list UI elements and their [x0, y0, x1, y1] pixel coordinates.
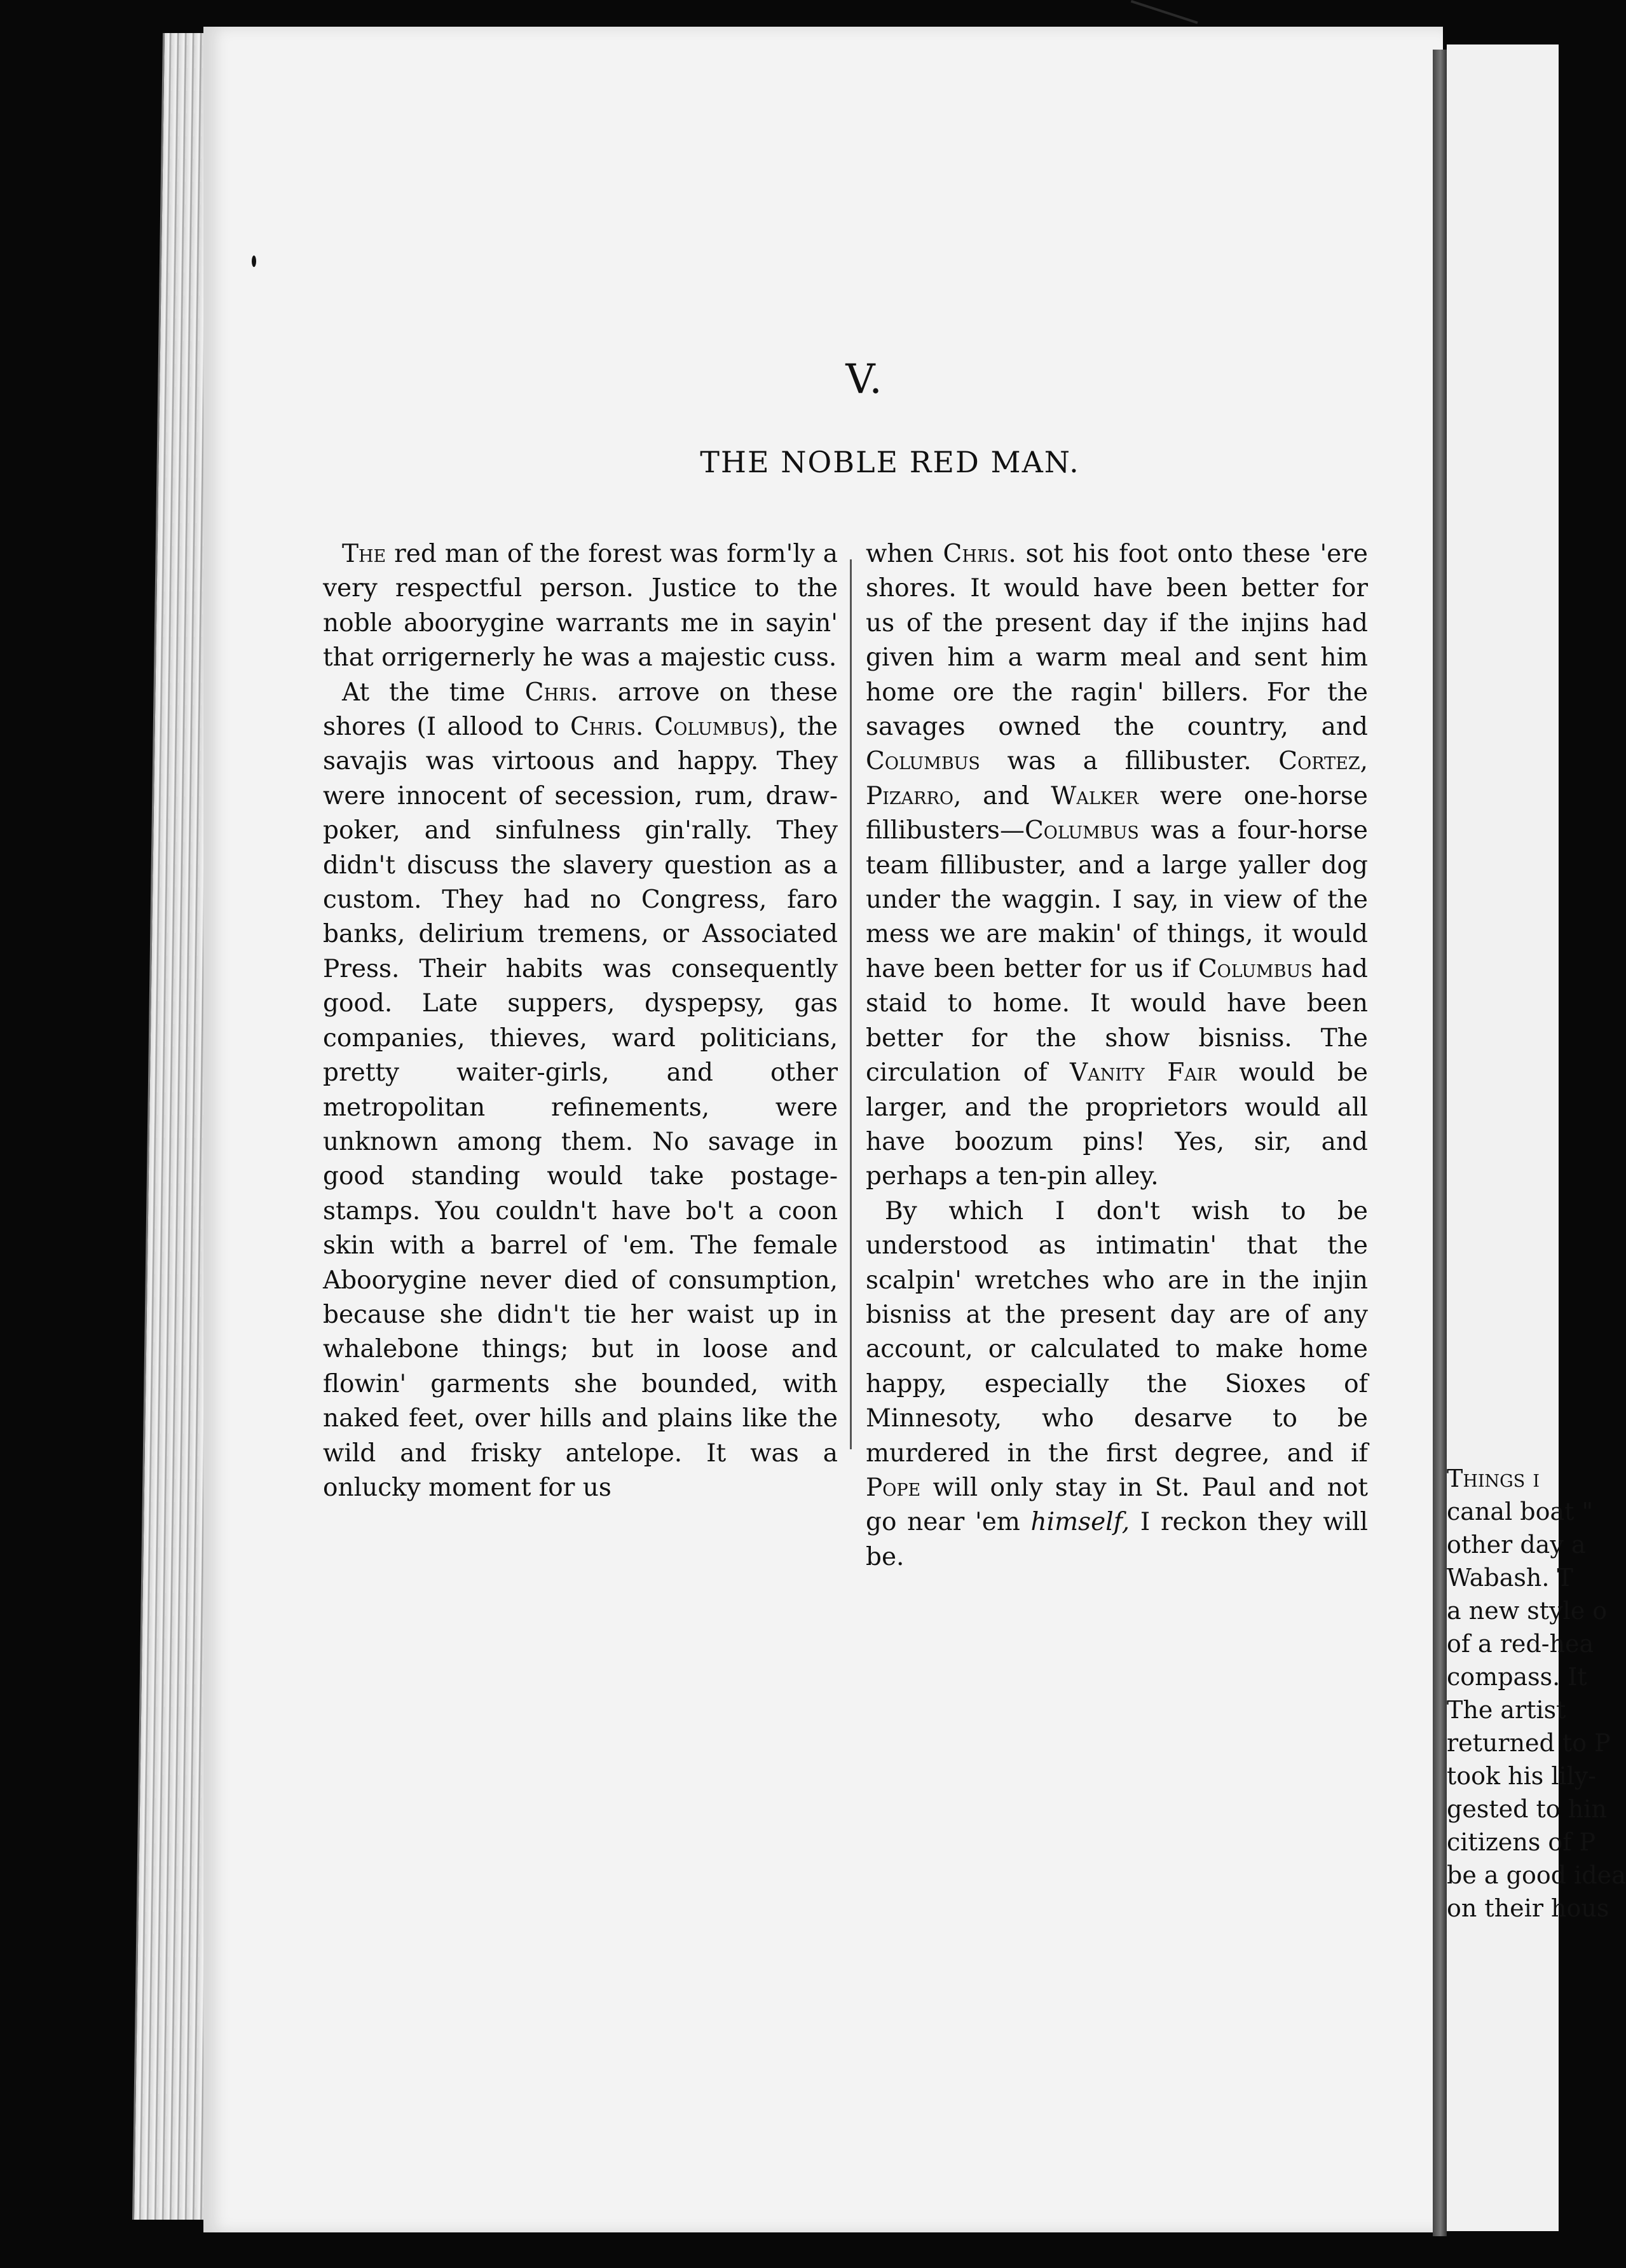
- text-run: At the time: [342, 678, 525, 707]
- text-run: were one-horse fillibusters—: [866, 781, 1368, 845]
- small-caps-text: Chris.: [943, 540, 1016, 568]
- text-run: returned to P: [1447, 1729, 1611, 1757]
- text-run: Wabash. T: [1447, 1564, 1573, 1592]
- small-caps-text: Columbus: [1024, 816, 1139, 845]
- text-run: was a fillibuster.: [980, 747, 1279, 776]
- text-run: had staid to home. It would have been better for the show bisniss. The circulation of: [866, 954, 1368, 1088]
- text-run: citizens of P: [1447, 1828, 1596, 1856]
- column-rule: [850, 559, 852, 1449]
- left-column: [323, 537, 838, 1505]
- text-run: other day a: [1447, 1531, 1586, 1559]
- scan-speck: [252, 256, 256, 267]
- small-caps-text: Things i: [1447, 1465, 1540, 1493]
- paragraph: [1447, 1561, 1612, 1594]
- paragraph: [1447, 1660, 1612, 1693]
- text-run: will only stay in St. Paul and not go near 'em: [866, 1473, 1368, 1537]
- text-run: be a good idea: [1447, 1861, 1626, 1889]
- small-caps-text: Cortez, Pizarro,: [866, 747, 1368, 810]
- text-run: and: [961, 781, 1051, 810]
- paragraph: [323, 676, 838, 1506]
- text-run: By which I don't wish to be understood as intimatin' that the scalpin' wretches who are in the injin bisniss at the present day are of any account, or calculated to make home happy, especially the Sioxes of Minnesoty, who desarve to be murdered in the first degree, and if: [866, 1196, 1368, 1468]
- small-caps-text: Chris.: [524, 678, 598, 707]
- text-run: red man of the forest was form'ly a very respectful person. Justice to the noble aboorygine warrants me in sayin' that orrigernerly he was a majestic cuss.: [323, 540, 838, 673]
- book-gutter: [1433, 50, 1447, 2236]
- facing-page: [1447, 44, 1626, 2231]
- text-run: arrove on these shores (I allood to: [323, 678, 838, 742]
- small-caps-text: Columbus: [866, 747, 980, 776]
- text-run: ), the savajis was virtoous and happy. They were innocent of secession, rum, draw-poker, and sinfulness gin'rally. They didn't discuss the slavery question as a custom. They had no Congress, faro banks, delirium tremens, or Associated Press. Their habits was consequently good. Late suppers, dyspepsy, gas companies, thieves, ward politicians, pretty waiter-girls, and other metropolitan refinements, were unknown among them. No savage in good standing would take postage-stamps. You couldn't have bo't a coon skin with a barrel of 'em. The female Aboorygine never died of consumption, because she didn't tie her waist up in whalebone things; but in loose and flowin' garments she bounded, with naked feet, over hills and plains like the wild and frisky antelope. It was a onlucky moment for us: [323, 713, 838, 1502]
- paragraph: [1447, 1892, 1612, 1925]
- text-run: would be larger, and the proprietors would all have boozum pins! Yes, sir, and perhaps a ten-pin alley.: [866, 1058, 1368, 1191]
- small-caps-text: The: [342, 540, 386, 568]
- text-run: gested to hin: [1447, 1795, 1607, 1823]
- chapter-number: V.: [845, 356, 884, 403]
- paragraph: [323, 537, 838, 676]
- paragraph: [866, 1194, 1368, 1575]
- paragraph: [1447, 1495, 1612, 1528]
- text-run: I reckon they will be.: [866, 1508, 1369, 1571]
- right-column: [866, 537, 1368, 1575]
- text-run: The artist: [1447, 1696, 1566, 1724]
- paragraph: [1447, 1693, 1612, 1726]
- text-run: when: [866, 540, 943, 568]
- paragraph: [1447, 1793, 1612, 1826]
- paragraph: [866, 537, 1368, 1194]
- paragraph: [1447, 1859, 1626, 1892]
- chapter-title: THE NOBLE RED MAN.: [700, 445, 1080, 479]
- text-run: sot his foot onto these 'ere shores. It would have been better for us of the present day if the injins had given him a warm meal and sent him home ore the ragin' billers. For the savages owned the country, and: [866, 540, 1368, 742]
- text-run: compass. It: [1447, 1663, 1587, 1691]
- small-caps-text: Chris. Columbus: [570, 713, 769, 742]
- text-run: a new style o: [1447, 1597, 1608, 1625]
- small-caps-text: Walker: [1051, 781, 1139, 810]
- text-run: took his lily-: [1447, 1762, 1597, 1790]
- text-run: of a red-hea: [1447, 1630, 1594, 1658]
- italic-text: himself,: [1030, 1508, 1130, 1537]
- paragraph: [1447, 1726, 1612, 1759]
- paragraph: [1447, 1826, 1612, 1859]
- small-caps-text: Pope: [866, 1473, 921, 1502]
- paragraph: [1447, 1759, 1612, 1793]
- text-run: canal boat ": [1447, 1498, 1593, 1526]
- paragraph: [1447, 1627, 1612, 1660]
- paragraph: [1447, 1462, 1612, 1495]
- text-run: on their hous: [1447, 1894, 1609, 1922]
- scan-scratch: [1131, 0, 1198, 24]
- small-caps-text: Columbus: [1198, 954, 1313, 983]
- paragraph: [1447, 1528, 1612, 1561]
- text-run: was a four-horse team fillibuster, and a large yaller dog under the waggin. I say, in view of the mess we are makin' of things, it would have been better for us if: [866, 816, 1368, 983]
- facing-page-text: [1447, 1462, 1626, 1925]
- small-caps-text: Vanity Fair: [1070, 1058, 1217, 1088]
- paragraph: [1447, 1594, 1612, 1627]
